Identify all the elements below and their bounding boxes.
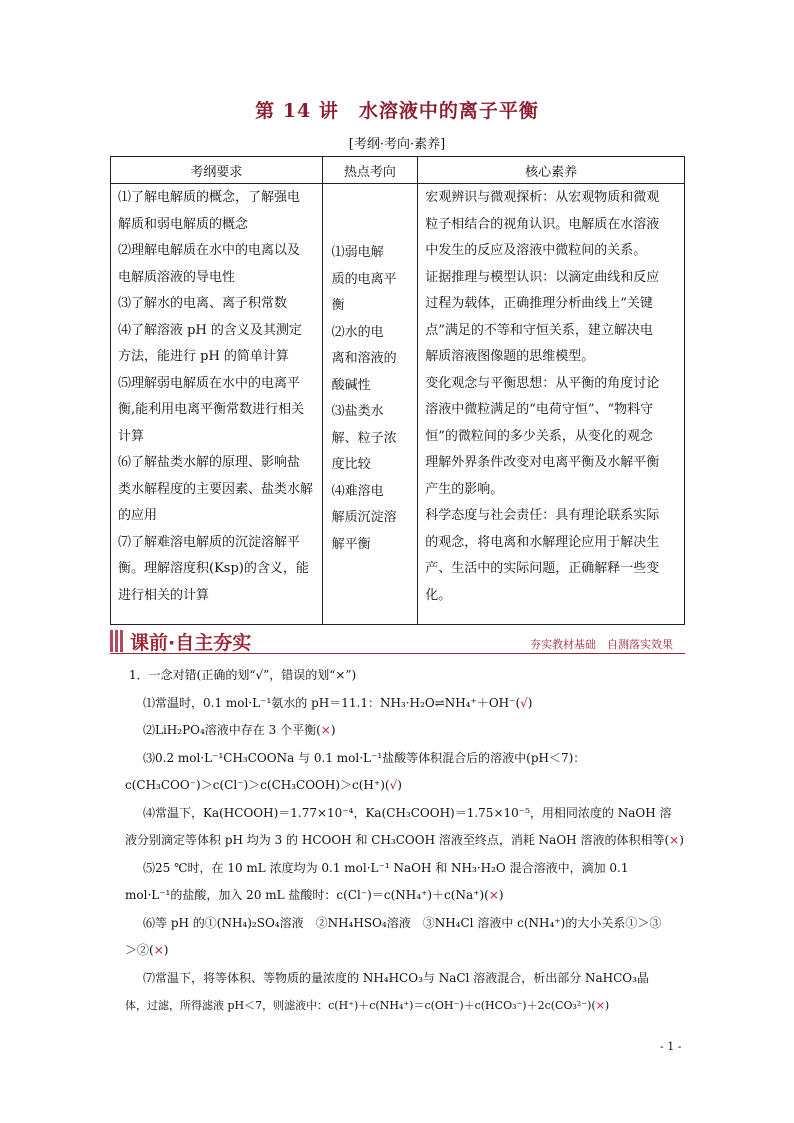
literacy-line: 恒”的微粒间的多少关系，从变化的观念 <box>425 428 653 444</box>
question-text: mol·L⁻¹的盐酸，加入 20 mL 盐酸时：c(Cl⁻)＝c(NH₄⁺)＋c(Na⁺)( <box>125 888 489 902</box>
hot-topic-line: 质的电离平 <box>331 271 397 287</box>
requirement-line: ⑹了解盐类水解的原理、影响盐 <box>118 455 301 470</box>
requirement-line: 衡,能利用电离平衡常数进行相关 <box>118 402 305 417</box>
requirement-line: 计算 <box>118 428 145 444</box>
question-text: ⑴常温时，0.1 mol·L⁻¹氨水的 pH＝11.1：NH₃·H₂O⇌NH₄⁺＋OH⁻( <box>143 695 521 710</box>
requirement-line: 电解质溶液的导电性 <box>118 269 236 285</box>
literacy-line: 的观念，将电离和水解理论应用于解决生 <box>425 534 660 550</box>
question-text-line: ⑹等 pH 的①(NH₄)₂SO₄溶液 ②NH₄HSO₄溶液 ③NH₄Cl 溶液中 c(NH₄⁺)的大小关系①＞③ <box>143 915 662 930</box>
requirement-line: ⑵理解电解质在水中的电离以及 <box>118 243 301 258</box>
literacy-line: 理解外界条件改变对电离平衡及水解平衡 <box>425 455 660 470</box>
requirement-line: ⑺了解难溶电解质的沉淀溶解平 <box>118 534 301 550</box>
hot-topic-line: ⑵水的电 <box>331 324 384 340</box>
question-item <box>125 882 685 910</box>
requirement-line: ⑶了解水的电离、离子积常数 <box>118 296 288 311</box>
section-stripe-icon <box>110 630 124 652</box>
outline-table <box>110 156 685 625</box>
question-item <box>125 937 685 965</box>
literacy-line: 点”满足的不等和守恒关系，建立解决电 <box>425 322 653 338</box>
literacy-line: 中发生的反应及溶液中微粒间的关系。 <box>425 243 647 258</box>
core-literacy-cell <box>418 184 685 625</box>
hot-topics-cell <box>322 184 418 625</box>
question-bracket: ) <box>498 888 504 902</box>
question-bracket: ) <box>604 999 610 1012</box>
requirement-line: 的应用 <box>118 508 158 523</box>
header-requirements: 考纲要求 <box>111 157 323 184</box>
answer-mark: × <box>320 723 331 737</box>
requirement-line: ⑴了解电解质的概念，了解强电 <box>118 190 301 205</box>
hot-topic-line: 离和溶液的 <box>331 351 397 366</box>
question-item <box>125 717 685 745</box>
requirement-line: 进行相关的计算 <box>118 587 210 603</box>
section-title: 课前·自主夯实 <box>130 632 252 654</box>
requirement-line: ⑸理解弱电解质在水中的电离平 <box>118 375 301 391</box>
question-bracket: ) <box>527 695 533 710</box>
question-intro: 1．一念对错(正确的划“√”，错误的划“×”) <box>129 668 357 682</box>
question-text-line: ⑷常温下，Ka(HCOOH)＝1.77×10⁻⁴，Ka(CH₃COOH)＝1.75×10⁻⁵，用相同浓度的 NaOH 溶 <box>143 805 672 820</box>
literacy-line: 解质溶液图像题的思维模型。 <box>425 349 595 364</box>
requirement-line: ⑷了解溶液 pH 的含义及其测定 <box>118 322 302 338</box>
literacy-line: 科学态度与社会责任：具有理论联系实际 <box>425 508 660 523</box>
hot-topic-line: ⑴弱电解 <box>331 245 384 260</box>
question-text: ＞②( <box>125 943 154 957</box>
page-number: - 1 - <box>660 1040 682 1053</box>
literacy-line: 化。 <box>425 587 452 603</box>
question-bracket: ) <box>679 833 684 847</box>
literacy-line: 粒子相结合的视角认识。电解质在水溶液 <box>425 216 660 232</box>
section-divider <box>110 653 685 654</box>
question-item <box>125 772 685 800</box>
question-item <box>125 827 685 855</box>
hot-topic-line: ⑷难溶电 <box>331 483 384 499</box>
literacy-line: 变化观念与平衡思想：从平衡的角度讨论 <box>425 375 660 391</box>
page-subtitle: [考纲·考向·素养] <box>348 137 446 152</box>
question-text: 液分别滴定等体积 pH 均为 3 的 HCOOH 和 CH₃COOH 溶液至终点，消耗 NaOH 溶液的体积相等( <box>125 833 670 847</box>
requirement-line: 方法，能进行 pH 的简单计算 <box>118 349 289 364</box>
literacy-line: 过程为载体，正确推理分析曲线上“关键 <box>425 296 653 311</box>
question-bracket: ) <box>163 943 169 957</box>
hot-topic-line: 解质沉淀溶 <box>331 510 397 525</box>
header-hot-topics: 热点考向 <box>322 157 418 184</box>
question-text: ⑵LiH₂PO₄溶液中存在 3 个平衡( <box>143 723 321 737</box>
literacy-line: 产生的影响。 <box>425 481 504 497</box>
literacy-line: 产、生活中的实际问题，正确解释一些变 <box>425 561 660 576</box>
question-block <box>125 662 685 1020</box>
hot-topic-line: 酸碱性 <box>331 377 371 393</box>
page-title: 第 14 讲 水溶液中的离子平衡 <box>255 100 539 122</box>
section-header <box>110 628 685 654</box>
hot-topic-line: ⑶盐类水 <box>331 404 384 419</box>
question-item <box>125 690 685 718</box>
question-text-line: ⑺常温下，将等体积、等物质的量浓度的 NH₄HCO₃与 NaCl 溶液混合，析出部分 NaHCO₃晶 <box>143 970 649 985</box>
answer-mark: √ <box>520 695 528 710</box>
answer-mark: × <box>153 943 164 957</box>
header-core-literacy: 核心素养 <box>418 157 685 184</box>
question-bracket: ) <box>397 778 402 792</box>
answer-mark: √ <box>389 778 398 792</box>
answer-mark: × <box>488 888 499 902</box>
question-text-line: ⑶0.2 mol·L⁻¹CH₃COONa 与 0.1 mol·L⁻¹盐酸等体积混合后的溶液中(pH＜7)： <box>143 750 586 765</box>
question-item <box>125 992 685 1020</box>
question-text-line: ⑸25 ℃时，在 10 mL 浓度均为 0.1 mol·L⁻¹ NaOH 和 NH₃·H₂O 混合溶液中，滴加 0.1 <box>143 860 629 875</box>
requirement-line: 衡。理解溶度积(Ksp)的含义，能 <box>118 561 309 576</box>
hot-topic-line: 度比较 <box>331 457 371 472</box>
literacy-line: 证据推理与模型认识：以滴定曲线和反应 <box>425 269 660 285</box>
literacy-line: 溶液中微粒满足的“电荷守恒”、“物料守 <box>425 402 654 417</box>
hot-topic-line: 解平衡 <box>331 536 371 552</box>
requirement-line: 解质和弱电解质的概念 <box>118 216 249 232</box>
answer-mark: × <box>595 999 605 1012</box>
hot-topic-line: 衡 <box>331 298 345 313</box>
requirements-cell <box>111 184 323 625</box>
question-text: c(CH₃COO⁻)＞c(Cl⁻)＞c(CH₃COOH)＞c(H⁺)( <box>125 778 390 792</box>
literacy-line: 宏观辨识与微观探析：从宏观物质和微观 <box>425 190 660 205</box>
question-text: 体，过滤，所得滤液 pH＜7，则滤液中：c(H⁺)＋c(NH₄⁺)＝c(OH⁻)＋c(HCO₃⁻)＋2c(CO₃²⁻)( <box>125 999 596 1012</box>
answer-mark: × <box>669 833 680 847</box>
section-slogan: 夯实教材基础 自测落实效果 <box>530 638 673 651</box>
question-bracket: ) <box>330 723 336 737</box>
requirement-line: 类水解程度的主要因素、盐类水解 <box>118 481 314 497</box>
hot-topic-line: 解、粒子浓 <box>331 430 397 446</box>
